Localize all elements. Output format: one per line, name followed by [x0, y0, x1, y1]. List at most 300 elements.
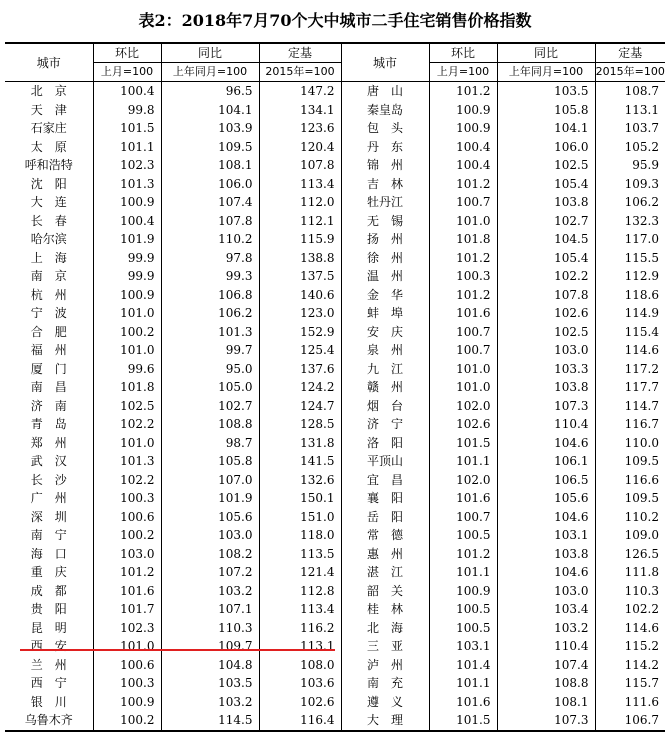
yoy-value: 104.6 [497, 434, 595, 453]
table-row [5, 693, 665, 712]
mom-value: 103.1 [429, 637, 497, 656]
base-value: 114.9 [595, 304, 665, 323]
mom-value: 100.6 [93, 508, 161, 527]
city-name: 上 海 [30, 250, 67, 265]
yoy-value: 103.3 [497, 360, 595, 379]
base-value: 114.6 [595, 619, 665, 638]
mom-value: 101.7 [93, 600, 161, 619]
yoy-value: 107.4 [497, 656, 595, 675]
base-value: 117.7 [595, 378, 665, 397]
base-value: 110.2 [595, 508, 665, 527]
yoy-value: 99.7 [161, 341, 259, 360]
base-value: 128.5 [259, 415, 341, 434]
mom-value: 101.6 [429, 489, 497, 508]
city-header-right: 城市 [341, 43, 429, 82]
table-row [5, 119, 665, 138]
city-name: 南 宁 [30, 528, 67, 542]
city-name: 吉 林 [341, 175, 429, 194]
yoy-value: 105.4 [497, 175, 595, 194]
base-value: 116.7 [595, 415, 665, 434]
mom-value: 100.7 [429, 193, 497, 212]
base-value: 110.3 [595, 582, 665, 601]
yoy-value: 106.8 [161, 286, 259, 305]
mom-value: 101.8 [429, 230, 497, 249]
table-title: 表2：2018年7月70个大中城市二手住宅销售价格指数 [138, 11, 532, 30]
mom-value: 101.2 [429, 82, 497, 101]
mom-header-right: 环比 [429, 43, 497, 63]
base-value: 95.9 [595, 156, 665, 175]
city-name: 天 津 [30, 102, 67, 117]
base-value: 124.2 [259, 378, 341, 397]
base-value: 115.2 [595, 637, 665, 656]
mom-value: 100.3 [93, 489, 161, 508]
city-name: 海 口 [30, 546, 67, 561]
city-name: 宜 昌 [341, 471, 429, 490]
base-value: 115.4 [595, 323, 665, 342]
base-value: 111.6 [595, 693, 665, 712]
table-row [5, 175, 665, 194]
mom-value: 100.7 [429, 508, 497, 527]
base-value: 124.7 [259, 397, 341, 416]
yoy-value: 103.0 [161, 526, 259, 545]
mom-value: 101.5 [429, 434, 497, 453]
yoy-value: 96.5 [161, 82, 259, 101]
city-name: 包 头 [341, 119, 429, 138]
mom-value: 99.9 [93, 249, 161, 268]
city-name: 蚌 埠 [341, 304, 429, 323]
yoy-value: 104.6 [497, 508, 595, 527]
city-name: 扬 州 [341, 230, 429, 249]
base-value: 112.9 [595, 267, 665, 286]
city-name: 南 京 [30, 269, 67, 283]
mom-value: 101.5 [429, 711, 497, 731]
mom-value: 100.9 [429, 582, 497, 601]
mom-value: 101.1 [429, 452, 497, 471]
mom-value: 100.3 [429, 267, 497, 286]
mom-value: 101.1 [429, 563, 497, 582]
yoy-value: 110.4 [497, 637, 595, 656]
mom-value: 101.0 [93, 304, 161, 323]
base-value: 113.5 [259, 545, 341, 564]
base-value: 115.7 [595, 674, 665, 693]
yoy-value: 108.1 [161, 156, 259, 175]
yoy-value: 108.2 [161, 545, 259, 564]
table-row [5, 360, 665, 379]
yoy-value: 103.2 [497, 619, 595, 638]
base-value: 115.5 [595, 249, 665, 268]
table-row [5, 249, 665, 268]
yoy-value: 107.0 [161, 471, 259, 490]
mom-value: 100.2 [93, 323, 161, 342]
city-name: 西 安 [30, 639, 67, 653]
base-value: 118.6 [595, 286, 665, 305]
yoy-value: 107.1 [161, 600, 259, 619]
yoy-value: 114.5 [161, 711, 259, 731]
city-name: 青 岛 [30, 417, 67, 431]
mom-value: 101.3 [93, 452, 161, 471]
yoy-value: 109.5 [161, 138, 259, 157]
yoy-value: 103.4 [497, 600, 595, 619]
city-name: 牡丹江 [341, 193, 429, 212]
city-name: 沈 阳 [30, 176, 67, 191]
base-value: 147.2 [259, 82, 341, 101]
mom-value: 101.0 [93, 341, 161, 360]
city-name: 武 汉 [30, 454, 67, 468]
mom-value: 102.2 [93, 415, 161, 434]
table-row [5, 304, 665, 323]
city-name: 贵 阳 [30, 602, 67, 616]
city-name: 遵 义 [341, 693, 429, 712]
table-row [5, 471, 665, 490]
table-row [5, 341, 665, 360]
yoy-value: 107.3 [497, 397, 595, 416]
table-row [5, 267, 665, 286]
city-name: 呼和浩特 [24, 158, 73, 172]
mom-value: 102.0 [429, 397, 497, 416]
city-name: 太 原 [30, 139, 67, 154]
mom-value: 101.2 [429, 249, 497, 268]
city-name: 乌鲁木齐 [5, 711, 93, 731]
fixed-base-left: 2015年=100 [259, 63, 341, 82]
base-value: 102.6 [259, 693, 341, 712]
city-name: 西 宁 [30, 676, 67, 690]
mom-value: 100.9 [429, 119, 497, 138]
city-name: 石家庄 [30, 121, 67, 135]
table-row [5, 415, 665, 434]
city-name: 三 亚 [341, 637, 429, 656]
city-name: 南 充 [341, 674, 429, 693]
base-value: 114.7 [595, 397, 665, 416]
base-value: 111.8 [595, 563, 665, 582]
mom-value: 102.3 [93, 619, 161, 638]
city-name: 广 州 [30, 491, 67, 505]
base-value: 108.7 [595, 82, 665, 101]
base-value: 107.8 [259, 156, 341, 175]
yoy-value: 103.1 [497, 526, 595, 545]
city-name: 泸 州 [341, 656, 429, 675]
yoy-value: 103.5 [161, 674, 259, 693]
yoy-value: 103.9 [161, 119, 259, 138]
yoy-value: 103.5 [497, 82, 595, 101]
city-name: 泉 州 [341, 341, 429, 360]
fixed-base-right: 2015年=100 [595, 63, 665, 82]
base-header-left: 定基 [259, 43, 341, 63]
base-value: 112.0 [259, 193, 341, 212]
base-value: 132.3 [595, 212, 665, 231]
yoy-value: 95.0 [161, 360, 259, 379]
mom-value: 100.3 [93, 674, 161, 693]
mom-value: 99.9 [93, 267, 161, 286]
yoy-value: 99.3 [161, 267, 259, 286]
city-name: 济 南 [30, 398, 67, 413]
city-name: 徐 州 [341, 249, 429, 268]
yoy-value: 102.7 [497, 212, 595, 231]
city-name: 平顶山 [341, 452, 429, 471]
base-value: 138.8 [259, 249, 341, 268]
mom-value: 102.0 [429, 471, 497, 490]
yoy-value: 102.6 [497, 304, 595, 323]
yoy-value: 103.0 [497, 582, 595, 601]
yoy-value: 107.3 [497, 711, 595, 731]
yoy-value: 105.4 [497, 249, 595, 268]
city-name: 唐 山 [341, 82, 429, 101]
base-value: 103.7 [595, 119, 665, 138]
city-name: 秦皇岛 [341, 101, 429, 120]
city-name: 惠 州 [341, 545, 429, 564]
city-name: 岳 阳 [341, 508, 429, 527]
base-value: 137.5 [259, 267, 341, 286]
base-value: 123.0 [259, 304, 341, 323]
mom-value: 101.3 [93, 175, 161, 194]
base-value: 120.4 [259, 138, 341, 157]
table-row [5, 212, 665, 231]
mom-value: 102.5 [93, 397, 161, 416]
table-row [5, 434, 665, 453]
yoy-value: 104.1 [497, 119, 595, 138]
yoy-value: 102.5 [497, 323, 595, 342]
table-row [5, 526, 665, 545]
base-value: 126.5 [595, 545, 665, 564]
yoy-header-right: 同比 [497, 43, 595, 63]
base-value: 114.6 [595, 341, 665, 360]
city-name: 郑 州 [30, 435, 67, 450]
mom-value: 101.0 [93, 637, 161, 656]
city-name: 重 庆 [30, 565, 67, 579]
base-value: 123.6 [259, 119, 341, 138]
table-row [5, 397, 665, 416]
mom-value: 101.6 [429, 693, 497, 712]
mom-value: 99.8 [93, 101, 161, 120]
yoy-value: 103.2 [161, 693, 259, 712]
mom-value: 100.4 [93, 212, 161, 231]
mom-value: 101.2 [93, 563, 161, 582]
table-row [5, 286, 665, 305]
table-row [5, 619, 665, 638]
city-name: 兰 州 [30, 657, 67, 672]
yoy-value: 107.8 [497, 286, 595, 305]
city-name: 赣 州 [341, 378, 429, 397]
base-value: 132.6 [259, 471, 341, 490]
city-name: 成 都 [30, 583, 67, 598]
base-value: 109.5 [595, 452, 665, 471]
base-value: 125.4 [259, 341, 341, 360]
city-name: 桂 林 [341, 600, 429, 619]
mom-value: 101.1 [93, 138, 161, 157]
base-value: 106.2 [595, 193, 665, 212]
yoy-value: 106.0 [161, 175, 259, 194]
base-value: 109.3 [595, 175, 665, 194]
yoy-base-right: 上年同月=100 [497, 63, 595, 82]
mom-value: 101.2 [429, 286, 497, 305]
city-name: 长 春 [30, 213, 67, 228]
base-value: 114.2 [595, 656, 665, 675]
base-value: 112.8 [259, 582, 341, 601]
yoy-value: 110.2 [161, 230, 259, 249]
mom-value: 101.6 [429, 304, 497, 323]
base-value: 116.6 [595, 471, 665, 490]
city-name: 深 圳 [30, 509, 67, 524]
city-name: 昆 明 [30, 620, 67, 635]
yoy-value: 104.1 [161, 101, 259, 120]
mom-base-left: 上月=100 [93, 63, 161, 82]
city-name: 银 川 [30, 694, 67, 709]
base-value: 110.0 [595, 434, 665, 453]
mom-value: 100.6 [93, 656, 161, 675]
base-value: 113.1 [259, 637, 341, 656]
city-name: 襄 阳 [341, 489, 429, 508]
price-index-table [5, 42, 665, 732]
yoy-value: 103.8 [497, 545, 595, 564]
yoy-value: 106.2 [161, 304, 259, 323]
mom-value: 101.5 [93, 119, 161, 138]
yoy-value: 107.4 [161, 193, 259, 212]
base-value: 131.8 [259, 434, 341, 453]
city-name: 南 昌 [30, 380, 67, 394]
mom-value: 100.7 [429, 341, 497, 360]
base-value: 109.5 [595, 489, 665, 508]
mom-value: 100.9 [93, 193, 161, 212]
yoy-value: 102.2 [497, 267, 595, 286]
mom-value: 101.0 [429, 360, 497, 379]
base-value: 112.1 [259, 212, 341, 231]
yoy-value: 106.0 [497, 138, 595, 157]
base-value: 113.4 [259, 175, 341, 194]
city-name: 金 华 [341, 286, 429, 305]
yoy-value: 101.3 [161, 323, 259, 342]
table-row [5, 193, 665, 212]
base-value: 152.9 [259, 323, 341, 342]
table-row [5, 600, 665, 619]
city-name: 九 江 [341, 360, 429, 379]
city-name: 合 肥 [30, 324, 67, 339]
yoy-value: 102.5 [497, 156, 595, 175]
mom-value: 100.7 [429, 323, 497, 342]
base-header-right: 定基 [595, 43, 665, 63]
city-name: 常 德 [341, 526, 429, 545]
base-value: 103.6 [259, 674, 341, 693]
mom-value: 102.3 [93, 156, 161, 175]
yoy-value: 103.2 [161, 582, 259, 601]
mom-value: 101.0 [429, 378, 497, 397]
mom-value: 101.8 [93, 378, 161, 397]
mom-value: 102.6 [429, 415, 497, 434]
city-name: 韶 关 [341, 582, 429, 601]
mom-value: 101.6 [93, 582, 161, 601]
base-value: 113.4 [259, 600, 341, 619]
table-row [5, 637, 665, 656]
base-value: 102.2 [595, 600, 665, 619]
city-name: 安 庆 [341, 323, 429, 342]
mom-value: 101.0 [429, 212, 497, 231]
mom-base-right: 上月=100 [429, 63, 497, 82]
base-value: 105.2 [595, 138, 665, 157]
city-header-left: 城市 [5, 43, 93, 82]
mom-value: 101.0 [93, 434, 161, 453]
base-value: 116.2 [259, 619, 341, 638]
yoy-value: 102.7 [161, 397, 259, 416]
yoy-value: 108.8 [497, 674, 595, 693]
mom-header-left: 环比 [93, 43, 161, 63]
table-row [5, 323, 665, 342]
city-name: 大 连 [30, 195, 67, 209]
city-name: 锦 州 [341, 156, 429, 175]
table-row [5, 674, 665, 693]
yoy-value: 108.8 [161, 415, 259, 434]
base-value: 116.4 [259, 711, 341, 731]
yoy-value: 110.3 [161, 619, 259, 638]
table-row [5, 545, 665, 564]
city-name: 温 州 [341, 267, 429, 286]
base-value: 121.4 [259, 563, 341, 582]
yoy-value: 106.5 [497, 471, 595, 490]
city-name: 无 锡 [341, 212, 429, 231]
base-value: 141.5 [259, 452, 341, 471]
yoy-value: 104.8 [161, 656, 259, 675]
yoy-value: 108.1 [497, 693, 595, 712]
city-name: 福 州 [30, 343, 67, 357]
mom-value: 101.2 [429, 545, 497, 564]
yoy-value: 98.7 [161, 434, 259, 453]
base-value: 113.1 [595, 101, 665, 120]
yoy-value: 101.9 [161, 489, 259, 508]
yoy-value: 107.8 [161, 212, 259, 231]
table-row [5, 711, 665, 731]
yoy-value: 105.6 [497, 489, 595, 508]
city-name: 北 京 [30, 84, 67, 98]
base-value: 109.0 [595, 526, 665, 545]
yoy-value: 105.8 [497, 101, 595, 120]
table-row [5, 230, 665, 249]
table-row [5, 378, 665, 397]
table-row [5, 656, 665, 675]
mom-value: 101.4 [429, 656, 497, 675]
city-name: 厦 门 [30, 361, 67, 376]
yoy-value: 103.0 [497, 341, 595, 360]
mom-value: 100.5 [429, 526, 497, 545]
yoy-value: 103.8 [497, 378, 595, 397]
base-value: 117.0 [595, 230, 665, 249]
base-value: 150.1 [259, 489, 341, 508]
yoy-value: 110.4 [497, 415, 595, 434]
base-value: 151.0 [259, 508, 341, 527]
city-name: 大 理 [341, 711, 429, 731]
city-name: 洛 阳 [341, 434, 429, 453]
mom-value: 100.2 [93, 526, 161, 545]
yoy-value: 105.6 [161, 508, 259, 527]
mom-value: 102.2 [93, 471, 161, 490]
base-value: 118.0 [259, 526, 341, 545]
city-name: 宁 波 [30, 306, 67, 320]
city-name: 烟 台 [341, 397, 429, 416]
city-name: 杭 州 [30, 287, 67, 302]
yoy-value: 105.0 [161, 378, 259, 397]
table-row [5, 138, 665, 157]
yoy-value: 103.8 [497, 193, 595, 212]
yoy-value: 97.8 [161, 249, 259, 268]
table-row [5, 489, 665, 508]
mom-value: 99.6 [93, 360, 161, 379]
city-name: 长 沙 [30, 472, 67, 487]
mom-value: 101.9 [93, 230, 161, 249]
base-value: 108.0 [259, 656, 341, 675]
base-value: 140.6 [259, 286, 341, 305]
mom-value: 100.9 [93, 286, 161, 305]
mom-value: 100.5 [429, 619, 497, 638]
mom-value: 101.1 [429, 674, 497, 693]
table-row [5, 82, 665, 101]
table-row [5, 582, 665, 601]
mom-value: 100.4 [93, 82, 161, 101]
